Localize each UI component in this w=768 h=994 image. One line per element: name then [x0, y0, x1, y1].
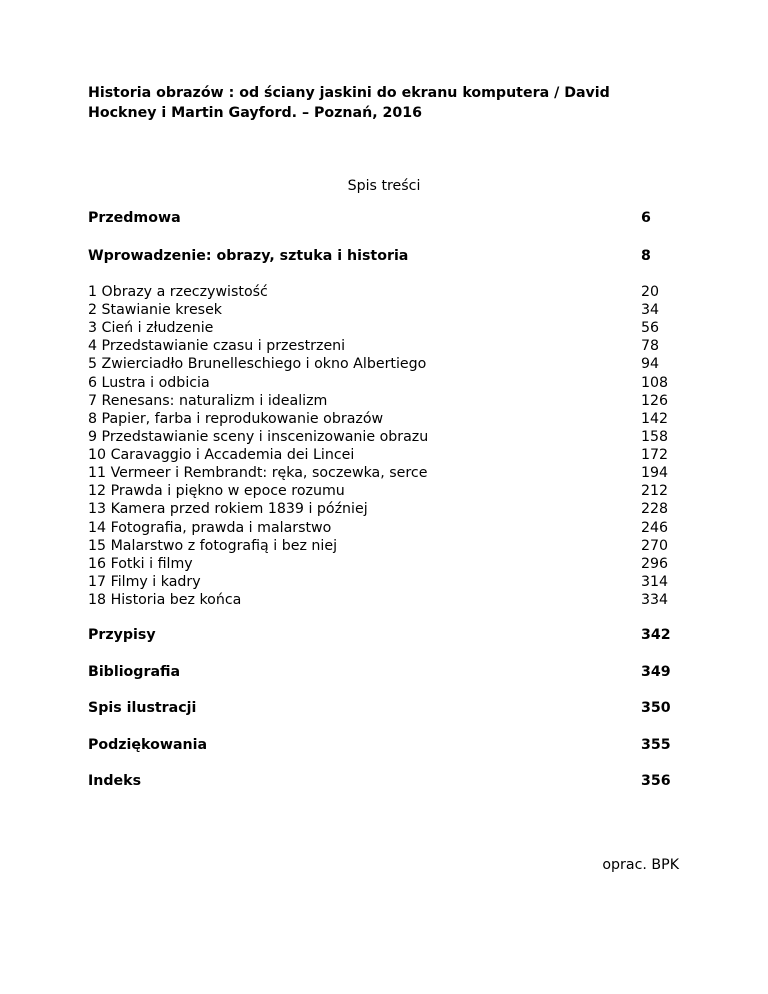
toc-entry-page: 194	[641, 465, 669, 481]
toc-entry-page: 158	[641, 429, 669, 445]
toc-entry-page: 142	[641, 411, 669, 427]
toc-entry-label: Indeks	[88, 773, 142, 789]
toc-entry-label: 3 Cień i złudzenie	[88, 320, 214, 336]
toc-main-entry	[88, 663, 688, 681]
toc-entry-page: 126	[641, 393, 669, 409]
toc-main-entry	[88, 626, 688, 644]
toc-entry-label: 12 Prawda i piękno w epoce rozumu	[88, 483, 345, 499]
toc-entry-page: 56	[641, 320, 660, 336]
toc-entry-label: Spis ilustracji	[88, 700, 197, 716]
toc-entry-label: 2 Stawianie kresek	[88, 302, 223, 318]
toc-entry-page: 246	[641, 520, 669, 536]
toc-chapter-entry	[88, 319, 688, 337]
toc-main-entry	[88, 699, 688, 717]
toc-chapter-entry	[88, 283, 688, 301]
toc-chapter-entry	[88, 519, 688, 537]
toc-entry-page: 314	[641, 574, 669, 590]
toc-entry-page: 108	[641, 375, 669, 391]
toc-chapter-entry	[88, 355, 688, 373]
bibliographic-header	[88, 83, 688, 123]
toc-chapter-entry	[88, 500, 688, 518]
author-note: oprac. BPK	[602, 857, 679, 873]
toc-entry-label: 15 Malarstwo z fotografią i bez niej	[88, 538, 338, 554]
toc-entry-page: 8	[641, 248, 651, 264]
toc-entry-page: 212	[641, 483, 669, 499]
toc-chapter-entry	[88, 537, 688, 555]
toc-title: Spis treści	[347, 178, 421, 194]
toc-entry-label: 10 Caravaggio i Accademia dei Lincei	[88, 447, 355, 463]
toc-main-entry	[88, 247, 688, 265]
toc-chapter-entry	[88, 428, 688, 446]
toc-entry-page: 334	[641, 592, 669, 608]
toc-entry-label: 13 Kamera przed rokiem 1839 i później	[88, 501, 368, 517]
toc-entry-label: Bibliografia	[88, 664, 181, 680]
toc-entry-label: 1 Obrazy a rzeczywistość	[88, 284, 268, 300]
toc-entry-page: 34	[641, 302, 660, 318]
toc-main-entry	[88, 209, 688, 227]
toc-entry-label: 8 Papier, farba i reprodukowanie obrazów	[88, 411, 384, 427]
header-line-1: Historia obrazów : od ściany jaskini do ekranu komputera / David	[88, 85, 610, 101]
toc-entry-page: 228	[641, 501, 669, 517]
toc-entry-page: 342	[641, 627, 671, 643]
toc-entry-page: 20	[641, 284, 660, 300]
toc-entry-page: 356	[641, 773, 671, 789]
toc-entry-label: 11 Vermeer i Rembrandt: ręka, soczewka, serce	[88, 465, 428, 481]
toc-entry-label: 4 Przedstawianie czasu i przestrzeni	[88, 338, 346, 354]
toc-chapter-entry	[88, 446, 688, 464]
toc-entry-page: 296	[641, 556, 669, 572]
toc-entry-label: Podziękowania	[88, 737, 208, 753]
toc-main-entry	[88, 772, 688, 790]
toc-entry-label: Przedmowa	[88, 210, 181, 226]
toc-chapter-entry	[88, 555, 688, 573]
toc-chapter-entry	[88, 573, 688, 591]
toc-chapter-entry	[88, 337, 688, 355]
toc-entry-page: 6	[641, 210, 651, 226]
toc-entry-page: 355	[641, 737, 671, 753]
toc-entry-page: 350	[641, 700, 671, 716]
toc-chapter-entry	[88, 464, 688, 482]
toc-entry-label: 18 Historia bez końca	[88, 592, 242, 608]
toc-chapter-entry	[88, 591, 688, 609]
toc-chapter-entry	[88, 374, 688, 392]
toc-entry-label: 6 Lustra i odbicia	[88, 375, 210, 391]
toc-chapter-entry	[88, 392, 688, 410]
toc-entry-label: Wprowadzenie: obrazy, sztuka i historia	[88, 248, 409, 264]
toc-main-entry	[88, 736, 688, 754]
toc-entry-label: 5 Zwierciadło Brunelleschiego i okno Albertiego	[88, 356, 427, 372]
toc-chapter-entry	[88, 410, 688, 428]
toc-entry-page: 270	[641, 538, 669, 554]
toc-entry-label: Przypisy	[88, 627, 156, 643]
toc-chapter-entry	[88, 482, 688, 500]
toc-entry-page: 349	[641, 664, 671, 680]
toc-entry-label: 16 Fotki i filmy	[88, 556, 193, 572]
toc-chapter-entry	[88, 301, 688, 319]
toc-entry-page: 172	[641, 447, 669, 463]
toc-entry-label: 14 Fotografia, prawda i malarstwo	[88, 520, 332, 536]
header-line-2: Hockney i Martin Gayford. – Poznań, 2016	[88, 105, 423, 121]
toc-entry-page: 78	[641, 338, 660, 354]
toc-entry-label: 17 Filmy i kadry	[88, 574, 201, 590]
toc-entry-label: 7 Renesans: naturalizm i idealizm	[88, 393, 328, 409]
toc-entry-page: 94	[641, 356, 660, 372]
toc-entry-label: 9 Przedstawianie sceny i inscenizowanie obrazu	[88, 429, 429, 445]
